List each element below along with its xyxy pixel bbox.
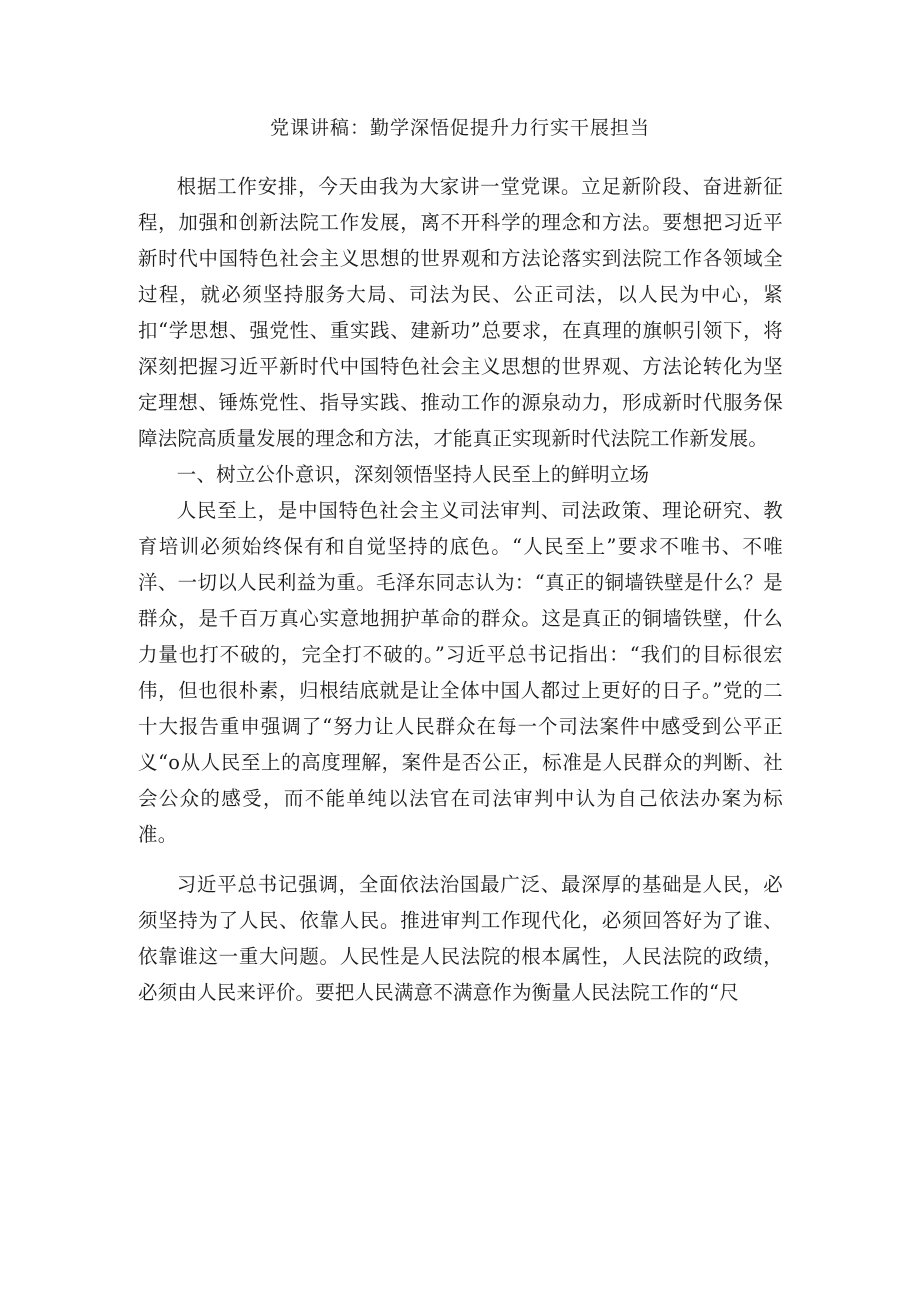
section-heading-1: 一、树立公仆意识，深刻领悟坚持人民至上的鲜明立场: [176, 463, 650, 486]
document-title: 党课讲稿：勤学深悟促提升力行实干展担当: [269, 117, 650, 139]
intro-paragraph: 根据工作安排，今天由我为大家讲一堂党课。立足新阶段、奋进新征程，加强和创新法院工作发展，离不开科学的理念和方法。要想把习近平新时代中国特色社会主义思想的世界观和方法论落实到法院工作各领域全过程，就必须坚持服务大局、司法为民、公正司法，以人民为中心，紧扣“学思想、强党性、重实践、建新功”总要求，在真理的旗帜引领下，将深刻把握习近平新时代中国特色社会主义思想的世界观、方法论转化为坚定理想、锤炼党性、指导实践、推动工作的源泉动力，形成新时代服务保障法院高质量发展的理念和方法，才能真正实现新时代法院工作新发展。: [138, 175, 783, 450]
document-body: [138, 169, 783, 1011]
body-paragraph: 习近平总书记强调，全面依法治国最广泛、最深厚的基础是人民，必须坚持为了人民、依靠人民。推进审判工作现代化，必须回答好为了谁、依靠谁这一重大问题。人民性是人民法院的根本属性，人民法院的政绩，必须由人民来评价。要把人民满意不满意作为衡量人民法院工作的“尺: [138, 873, 783, 1004]
body-paragraph: 人民至上，是中国特色社会主义司法审判、司法政策、理论研究、教育培训必须始终保有和自觉坚持的底色。“人民至上”要求不唯书、不唯洋、一切以人民利益为重。毛泽东同志认为：“真正的铜墙铁壁是什么？是群众，是千百万真心实意地拥护革命的群众。这是真正的铜墙铁壁，什么力量也打不破的，完全打不破的。”习近平总书记指出：“我们的目标很宏伟，但也很朴素，归根结底就是让全体中国人都过上更好的日子。”党的二十大报告重申强调了“努力让人民群众在每一个司法案件中感受到公平正义“o从人民至上的高度理解，案件是否公正，标准是人民群众的判断、社会公众的感受，而不能单纯以法官在司法审判中认为自己依法办案为标准。: [138, 499, 783, 846]
